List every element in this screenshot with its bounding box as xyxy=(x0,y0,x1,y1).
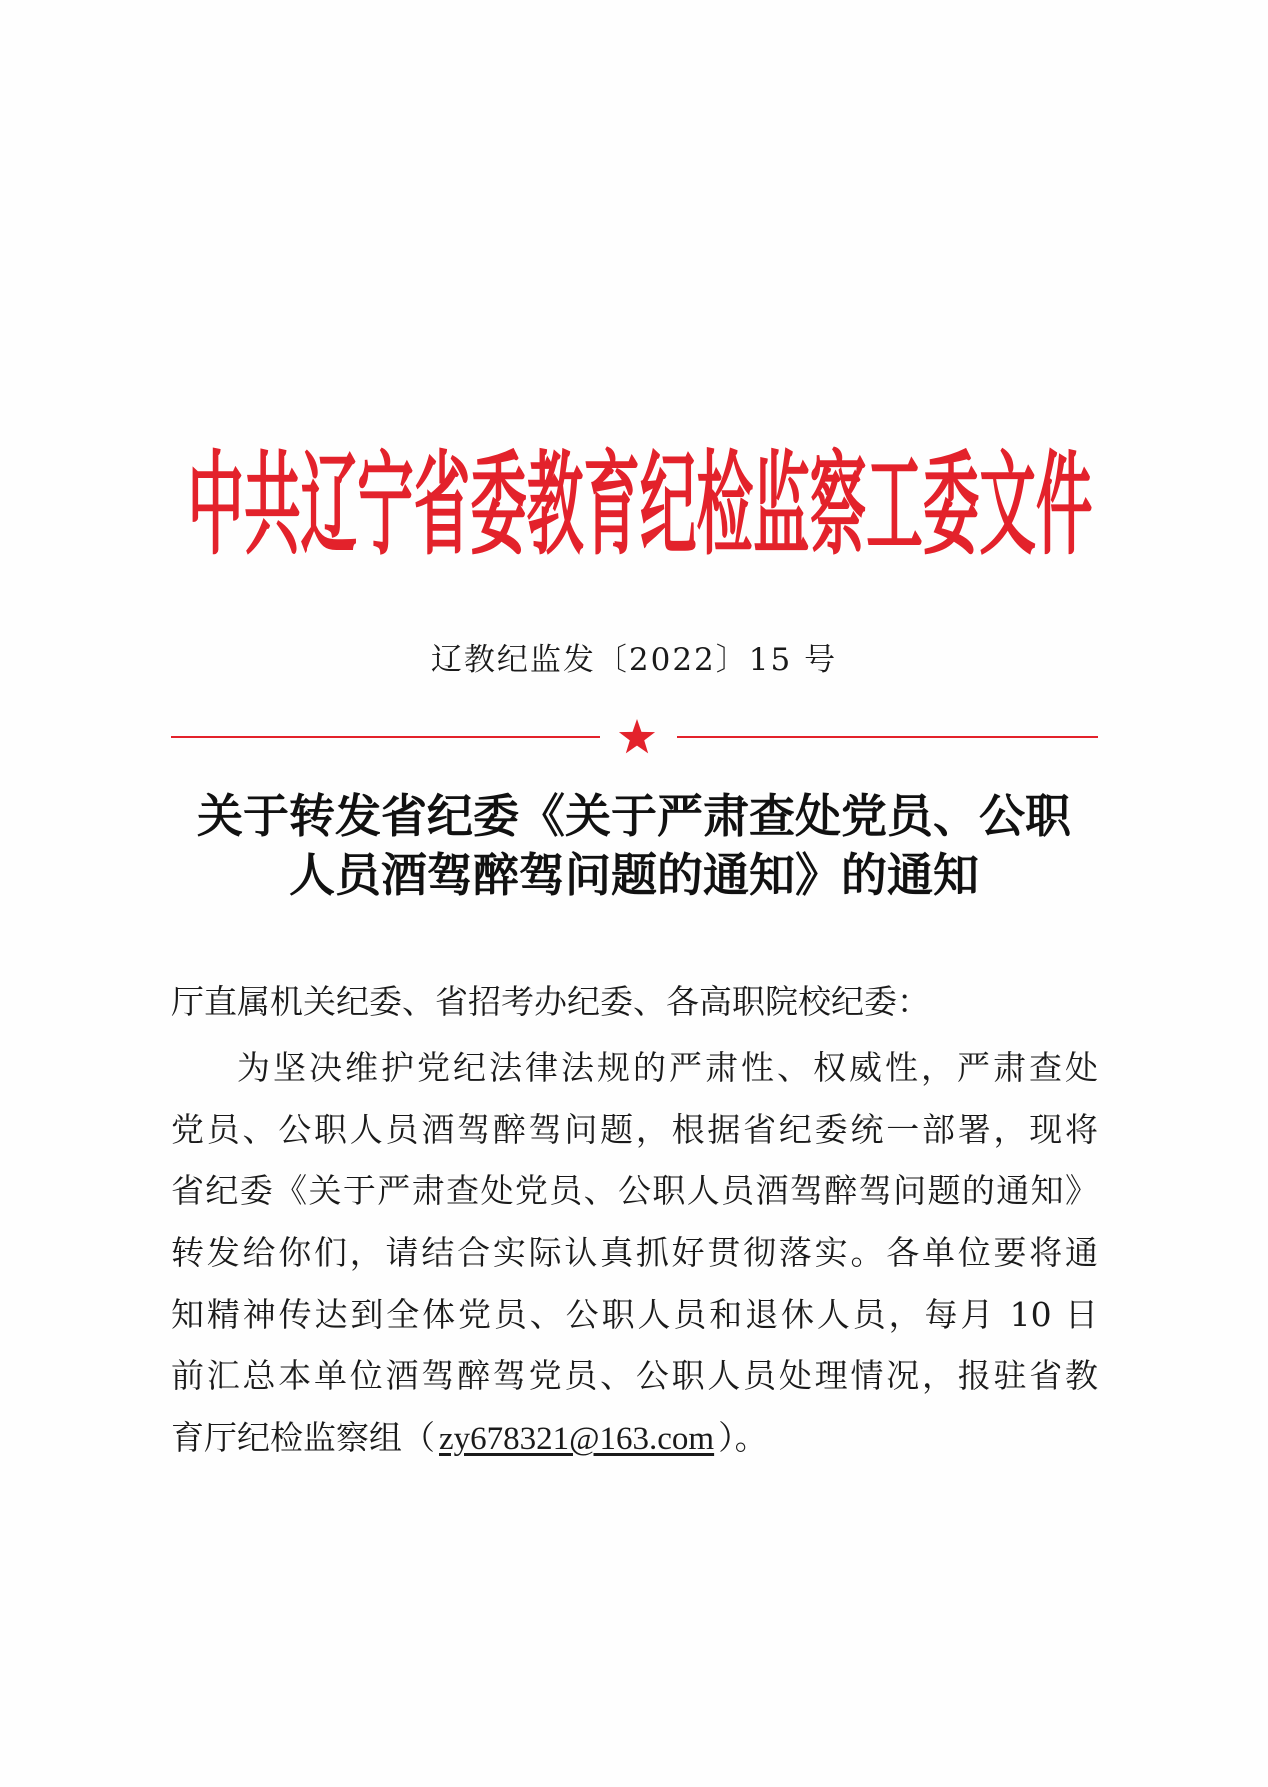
header-title: 中共辽宁省委教育纪检监察工委文件 xyxy=(187,439,1093,571)
title-line-2: 人员酒驾醉驾问题的通知》的通知 xyxy=(289,848,979,902)
email-link[interactable]: zy678321@163.com xyxy=(439,1421,715,1458)
title-line-1: 关于转发省纪委《关于严肃查处党员、公职 xyxy=(197,789,1071,843)
last-line-prefix: 育厅纪检监察组（ xyxy=(171,1418,435,1458)
paragraph-line: 转发给你们，请结合实际认真抓好贯彻落实。各单位要将通 xyxy=(171,1233,1098,1273)
paragraph-last-line xyxy=(171,1407,1098,1469)
paragraph-line: 前汇总本单位酒驾醉驾党员、公职人员处理情况，报驻省教 xyxy=(171,1356,1098,1396)
paragraph-line: 知精神传达到全体党员、公职人员和退休人员，每月 10 日 xyxy=(171,1294,1098,1334)
document-number: 辽教纪监发〔2022〕15 号 xyxy=(430,642,838,678)
divider-left-line xyxy=(171,736,600,738)
paragraph-line: 省纪委《关于严肃查处党员、公职人员酒驾醉驾问题的通知》 xyxy=(171,1171,1098,1211)
body-paragraph xyxy=(171,1037,1098,1469)
document-title xyxy=(0,787,1268,905)
divider-right-line xyxy=(677,736,1098,738)
paragraph-line: 为坚决维护党纪法律法规的严肃性、权威性，严肃查处 xyxy=(237,1048,1098,1087)
salutation: 厅直属机关纪委、省招考办纪委、各高职院校纪委： xyxy=(171,982,930,1021)
last-line-suffix: ）。 xyxy=(718,1418,768,1458)
star-icon xyxy=(618,719,656,755)
paragraph-line: 党员、公职人员酒驾醉驾问题，根据省纪委统一部署，现将 xyxy=(171,1109,1098,1149)
red-header xyxy=(0,430,1268,580)
